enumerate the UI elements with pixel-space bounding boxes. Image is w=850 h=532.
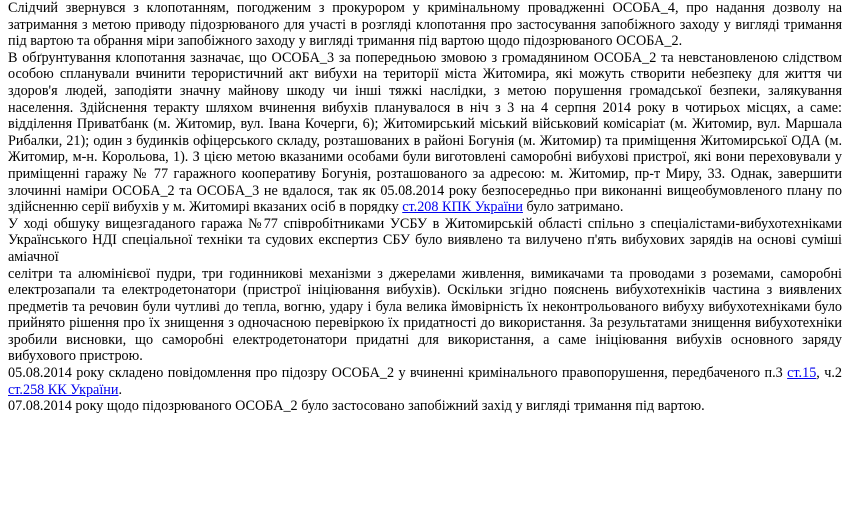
paragraph-suspicion-notice bbox=[8, 365, 842, 398]
paragraph-explosives: селітри та алюмінієвої пудри, три годинникові механізми з джерелами живлення, вимикачами та проводами з роземами, саморобні електрозапали та електродетонатори (пристрої ініціювання вибухів). Оскільки згідно пояснень вибухотехніків частина з виявлених предметів та речовин були чутливі до тепла, вогню, удару і була велика ймовірність їх неконтрольованого вибуху вибухотехніками було прийнято рішення про їх знищення з одночасною перевіркою їх придатності до використання. За результатами знищення вибухотехніки зробили висновки, що саморобні електродетонатори придатні для використання, а саме ініціювання вибухів основного заряду вибухового пристрою. bbox=[8, 265, 842, 365]
link-art-15[interactable]: ст.15 bbox=[787, 365, 817, 382]
paragraph-suspicion-tail: . bbox=[118, 381, 123, 398]
paragraph-search: У ході обшуку вищезгаданого гаража №77 співробітниками УСБУ в Житомирській області спільно з спеціалістами-вибухотехніками Українського НДІ спеціальної техніки та судових експертиз СБУ було виявлено та вилучено п'ять вибухових зарядів на основі суміші аміачної bbox=[8, 215, 842, 265]
paragraph-petition: Слідчий звернувся з клопотанням, погодженим з прокурором у кримінальному провадженні ОСОБА_4, про надання дозволу на затримання з метою приводу підозрюваного для участі в розгляді клопотання про застосування запобіжного заходу у вигляді тримання під вартою та обрання міри запобіжного заходу у вигляді тримання під вартою щодо підозрюваного ОСОБА_2. bbox=[8, 0, 842, 50]
paragraph-suspicion-text: 05.08.2014 року складено повідомлення про підозру ОСОБА_2 у вчиненні кримінального правопорушення, передбаченого п.3 bbox=[8, 365, 788, 382]
paragraph-justification bbox=[8, 50, 842, 216]
paragraph-justification-tail: було затримано. bbox=[522, 199, 624, 216]
link-art-208-cpc[interactable]: ст.208 КПК України bbox=[402, 199, 523, 216]
paragraph-suspicion-mid: , ч.2 bbox=[816, 365, 843, 382]
paragraph-custody: 07.08.2014 року щодо підозрюваного ОСОБА_2 було застосовано запобіжний захід у вигляді тримання під вартою. bbox=[8, 398, 705, 415]
link-art-258-cc[interactable]: ст.258 КК України bbox=[8, 381, 119, 398]
paragraph-justification-text: В обґрунтування клопотання зазначає, що ОСОБА_3 за попередньою змовою з громадянином ОСОБА_2 та невстановленою слідством особою спланували вчинити терористичний акт вибухи на території міста Житомира, які можуть створити небезпеку для життя чи здоров'я людей, заподіяти значну майнову шкоду чи інші тяжкі наслідки, з метою порушення громадської безпеки, залякування населення. Здійснення теракту шляхом вчинення вибухів планувалося в ніч з 3 на 4 серпня 2014 року в чотирьох місцях, а саме: відділення Приватбанк (м. Житомир, вул. Івана Кочерги, 6); Житомирський міський військовий комісаріат (м. Житомир, вул. Маршала Рибалки, 21); один з будинків офіцерського складу, розташованих в районі Богунія (м. Житомир) та приміщення Житомирської ОДА (м. Житомир, м-н. Корольова, 1). З цією метою вказаними особами були виготовлені саморобні вибухові пристрої, які вони переховували у приміщенні гаражу № 77 гаражного кооперативу Богунія, розташованого за адресою: м. Житомир, пр-т Миру, 33. Однак, завершити злочинні наміри ОСОБА_2 та ОСОБА_3 не вдалося, так як 05.08.2014 року безпосередньо при виконанні вищеобумовленого плану по здійсненню серії вибухів у м. Житомирі вказаних осіб в порядку bbox=[8, 49, 842, 216]
